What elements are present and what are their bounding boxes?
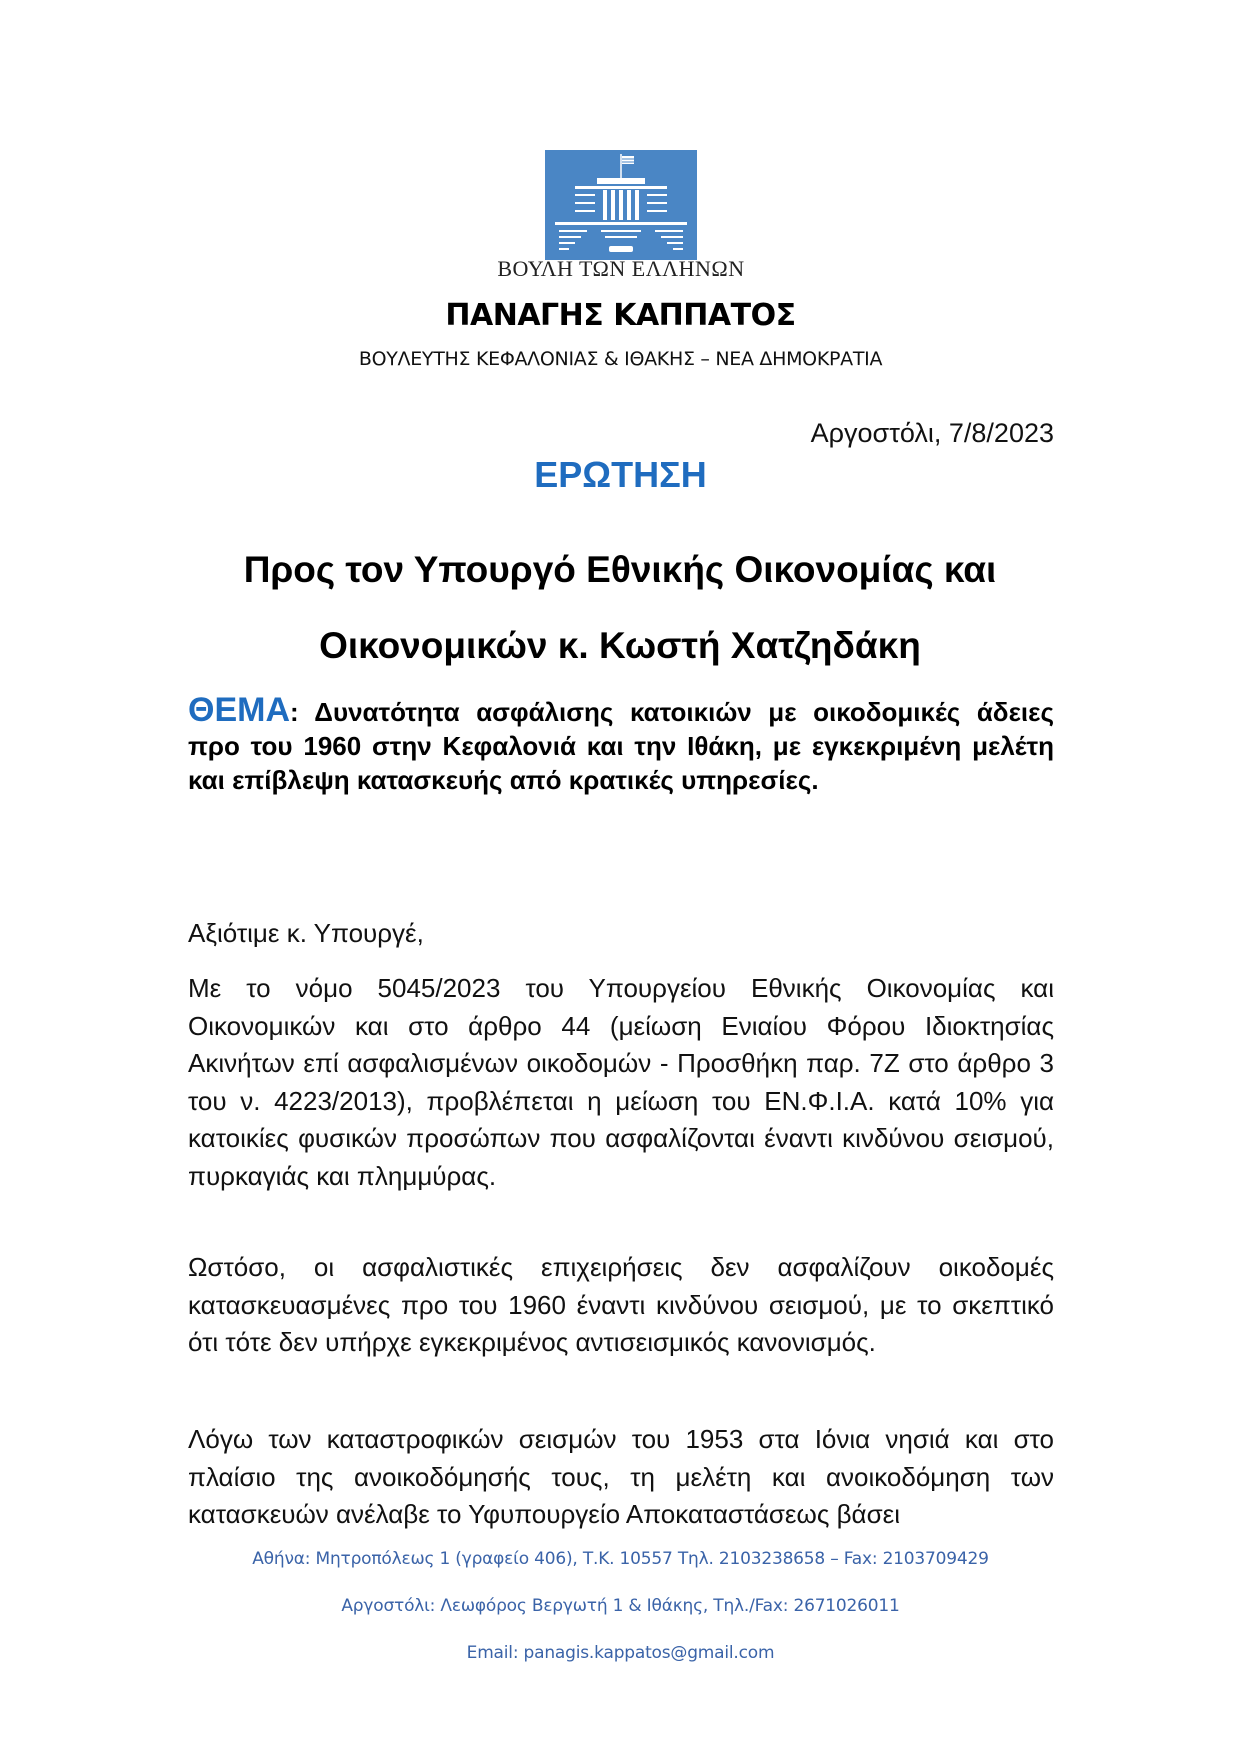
- salutation: Αξιότιμε κ. Υπουργέ,: [188, 918, 424, 948]
- parliament-caption: ΒΟΥΛΗ ΤΩΝ ΕΛΛΗΝΩΝ: [497, 256, 745, 281]
- footer-athens-address: Αθήνα: Μητροπόλεως 1 (γραφείο 406), Τ.Κ. 10557 Τηλ. 2103238658 – Fax: 2103709429: [252, 1549, 989, 1569]
- date-line: Αργοστόλι, 7/8/2023: [810, 418, 1054, 448]
- subject-separator: :: [290, 697, 315, 727]
- document-type-heading: ΕΡΩΤΗΣΗ: [534, 454, 707, 495]
- body-paragraph-3: Λόγω των καταστροφικών σεισμών του 1953 στα Ιόνια νησιά και στο πλαίσιο της ανοικοδόμησής τους, τη μελέτη και ανοικοδόμηση των κατασκευών ανέλαβε το Υφυπουργείο Αποκαταστάσεως βάσει: [188, 1424, 1054, 1529]
- footer-argostoli-address: Αργοστόλι: Λεωφόρος Βεργωτή 1 & Ιθάκης, Τηλ./Fax: 2671026011: [341, 1596, 900, 1616]
- mp-role: ΒΟΥΛΕΥΤΗΣ ΚΕΦΑΛΟΝΙΑΣ & ΙΘΑΚΗΣ – ΝΕΑ ΔΗΜΟΚΡΑΤΙΑ: [358, 348, 883, 370]
- parliament-building-icon: [545, 150, 697, 268]
- addressee: [140, 532, 1100, 684]
- subject-label: ΘΕΜΑ: [188, 691, 290, 729]
- subject-block: [188, 693, 1054, 797]
- body-paragraph-2: Ωστόσο, οι ασφαλιστικές επιχειρήσεις δεν ασφαλίζουν οικοδομές κατασκευασμένες προ του 1960 έναντι κινδύνου σεισμού, με το σκεπτικό ότι τότε δεν υπήρχε εγκεκριμένος αντισεισμικός κανονισμός.: [188, 1252, 1054, 1357]
- parliament-logo: [545, 150, 697, 268]
- mp-name: ΠΑΝΑΓΗΣ ΚΑΠΠΑΤΟΣ: [445, 298, 796, 333]
- addressee-line-2: Οικονομικών κ. Κωστή Χατζηδάκη: [319, 625, 921, 666]
- subject-text: Δυνατότητα ασφάλισης κατοικιών με οικοδομικές άδειες προ του 1960 στην Κεφαλονιά και την Ιθάκη, με εγκεκριμένη μελέτη και επίβλεψη κατασκευής από κρατικές υπηρεσίες.: [188, 697, 1054, 795]
- body-paragraph-1: Με το νόμο 5045/2023 του Υπουργείου Εθνικής Οικονομίας και Οικονομικών και στο άρθρο 44 (μείωση Ενιαίου Φόρου Ιδιοκτησίας Ακινήτων επί ασφαλισμένων οικοδομών - Προσθήκη παρ. 7Ζ στο άρθρο 3 του ν. 4223/2013), προβλέπεται η μείωση του ΕΝ.Φ.Ι.Α. κατά 10% για κατοικίες φυσικών προσώπων που ασφαλίζονται έναντι κινδύνου σεισμού, πυρκαγιάς και πλημμύρας.: [188, 973, 1054, 1191]
- addressee-line-1: Προς τον Υπουργό Εθνικής Οικονομίας και: [243, 549, 997, 590]
- footer-email: Email: panagis.kappatos@gmail.com: [466, 1643, 775, 1663]
